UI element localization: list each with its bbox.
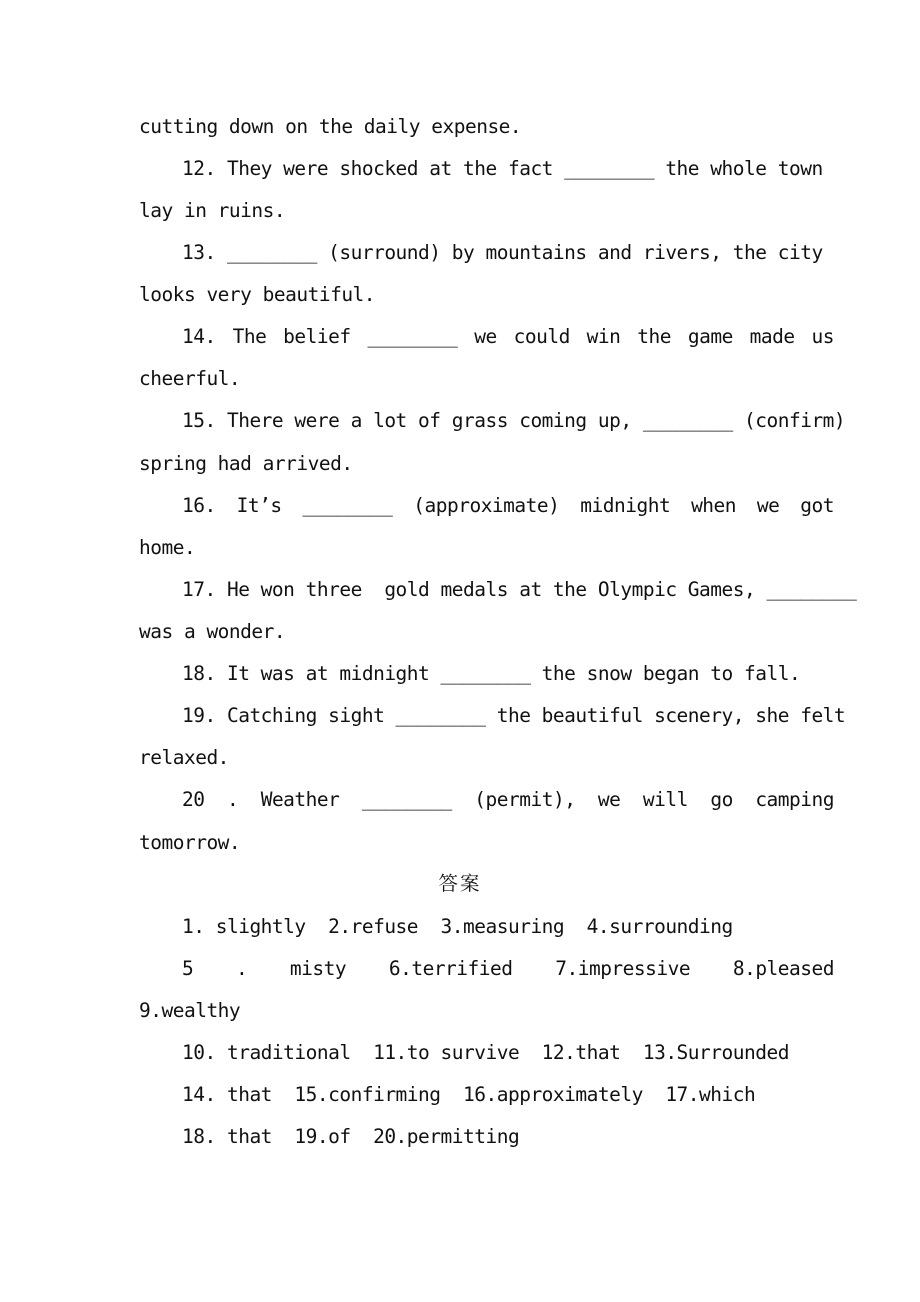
question-20: 20 . Weather ________ (permit), we will go camping — [182, 788, 834, 811]
question-12: 12. They were shocked at the fact ________ the whole town — [182, 157, 823, 180]
text-line: relaxed. — [139, 746, 229, 769]
text-line: looks very beautiful. — [139, 283, 376, 306]
text-line: home. — [139, 536, 196, 559]
answer-line: 1. slightly 2.refuse 3.measuring 4.surrounding — [182, 915, 733, 938]
question-16: 16. It’s ________ (approximate) midnight when we got — [182, 494, 834, 517]
answer-line: 9.wealthy — [139, 999, 241, 1022]
answer-line: 10. traditional 11.to survive 12.that 13.Surrounded — [182, 1041, 789, 1064]
answer-line: 5 . misty 6.terrified 7.impressive 8.pleased — [182, 957, 834, 980]
text-line: cheerful. — [139, 367, 241, 390]
text-line: tomorrow. — [139, 831, 241, 854]
text-line: lay in ruins. — [139, 199, 286, 222]
answer-line: 14. that 15.confirming 16.approximately 17.which — [182, 1083, 756, 1106]
text-line: cutting down on the daily expense. — [139, 115, 522, 138]
question-19: 19. Catching sight ________ the beautiful scenery, she felt — [182, 704, 846, 727]
answer-line: 18. that 19.of 20.permitting — [182, 1125, 520, 1148]
question-13: 13. ________ (surround) by mountains and rivers, the city — [182, 241, 823, 264]
text-line: spring had arrived. — [139, 452, 353, 475]
text-line: was a wonder. — [139, 620, 286, 643]
answers-heading: 答案 — [438, 872, 482, 895]
question-15: 15. There were a lot of grass coming up, ________ (confirm) — [182, 409, 846, 432]
question-17: 17. He won three gold medals at the Olympic Games, ________ — [182, 578, 857, 601]
question-14: 14. The belief ________ we could win the game made us — [182, 325, 834, 348]
question-18: 18. It was at midnight ________ the snow began to fall. — [182, 662, 801, 685]
